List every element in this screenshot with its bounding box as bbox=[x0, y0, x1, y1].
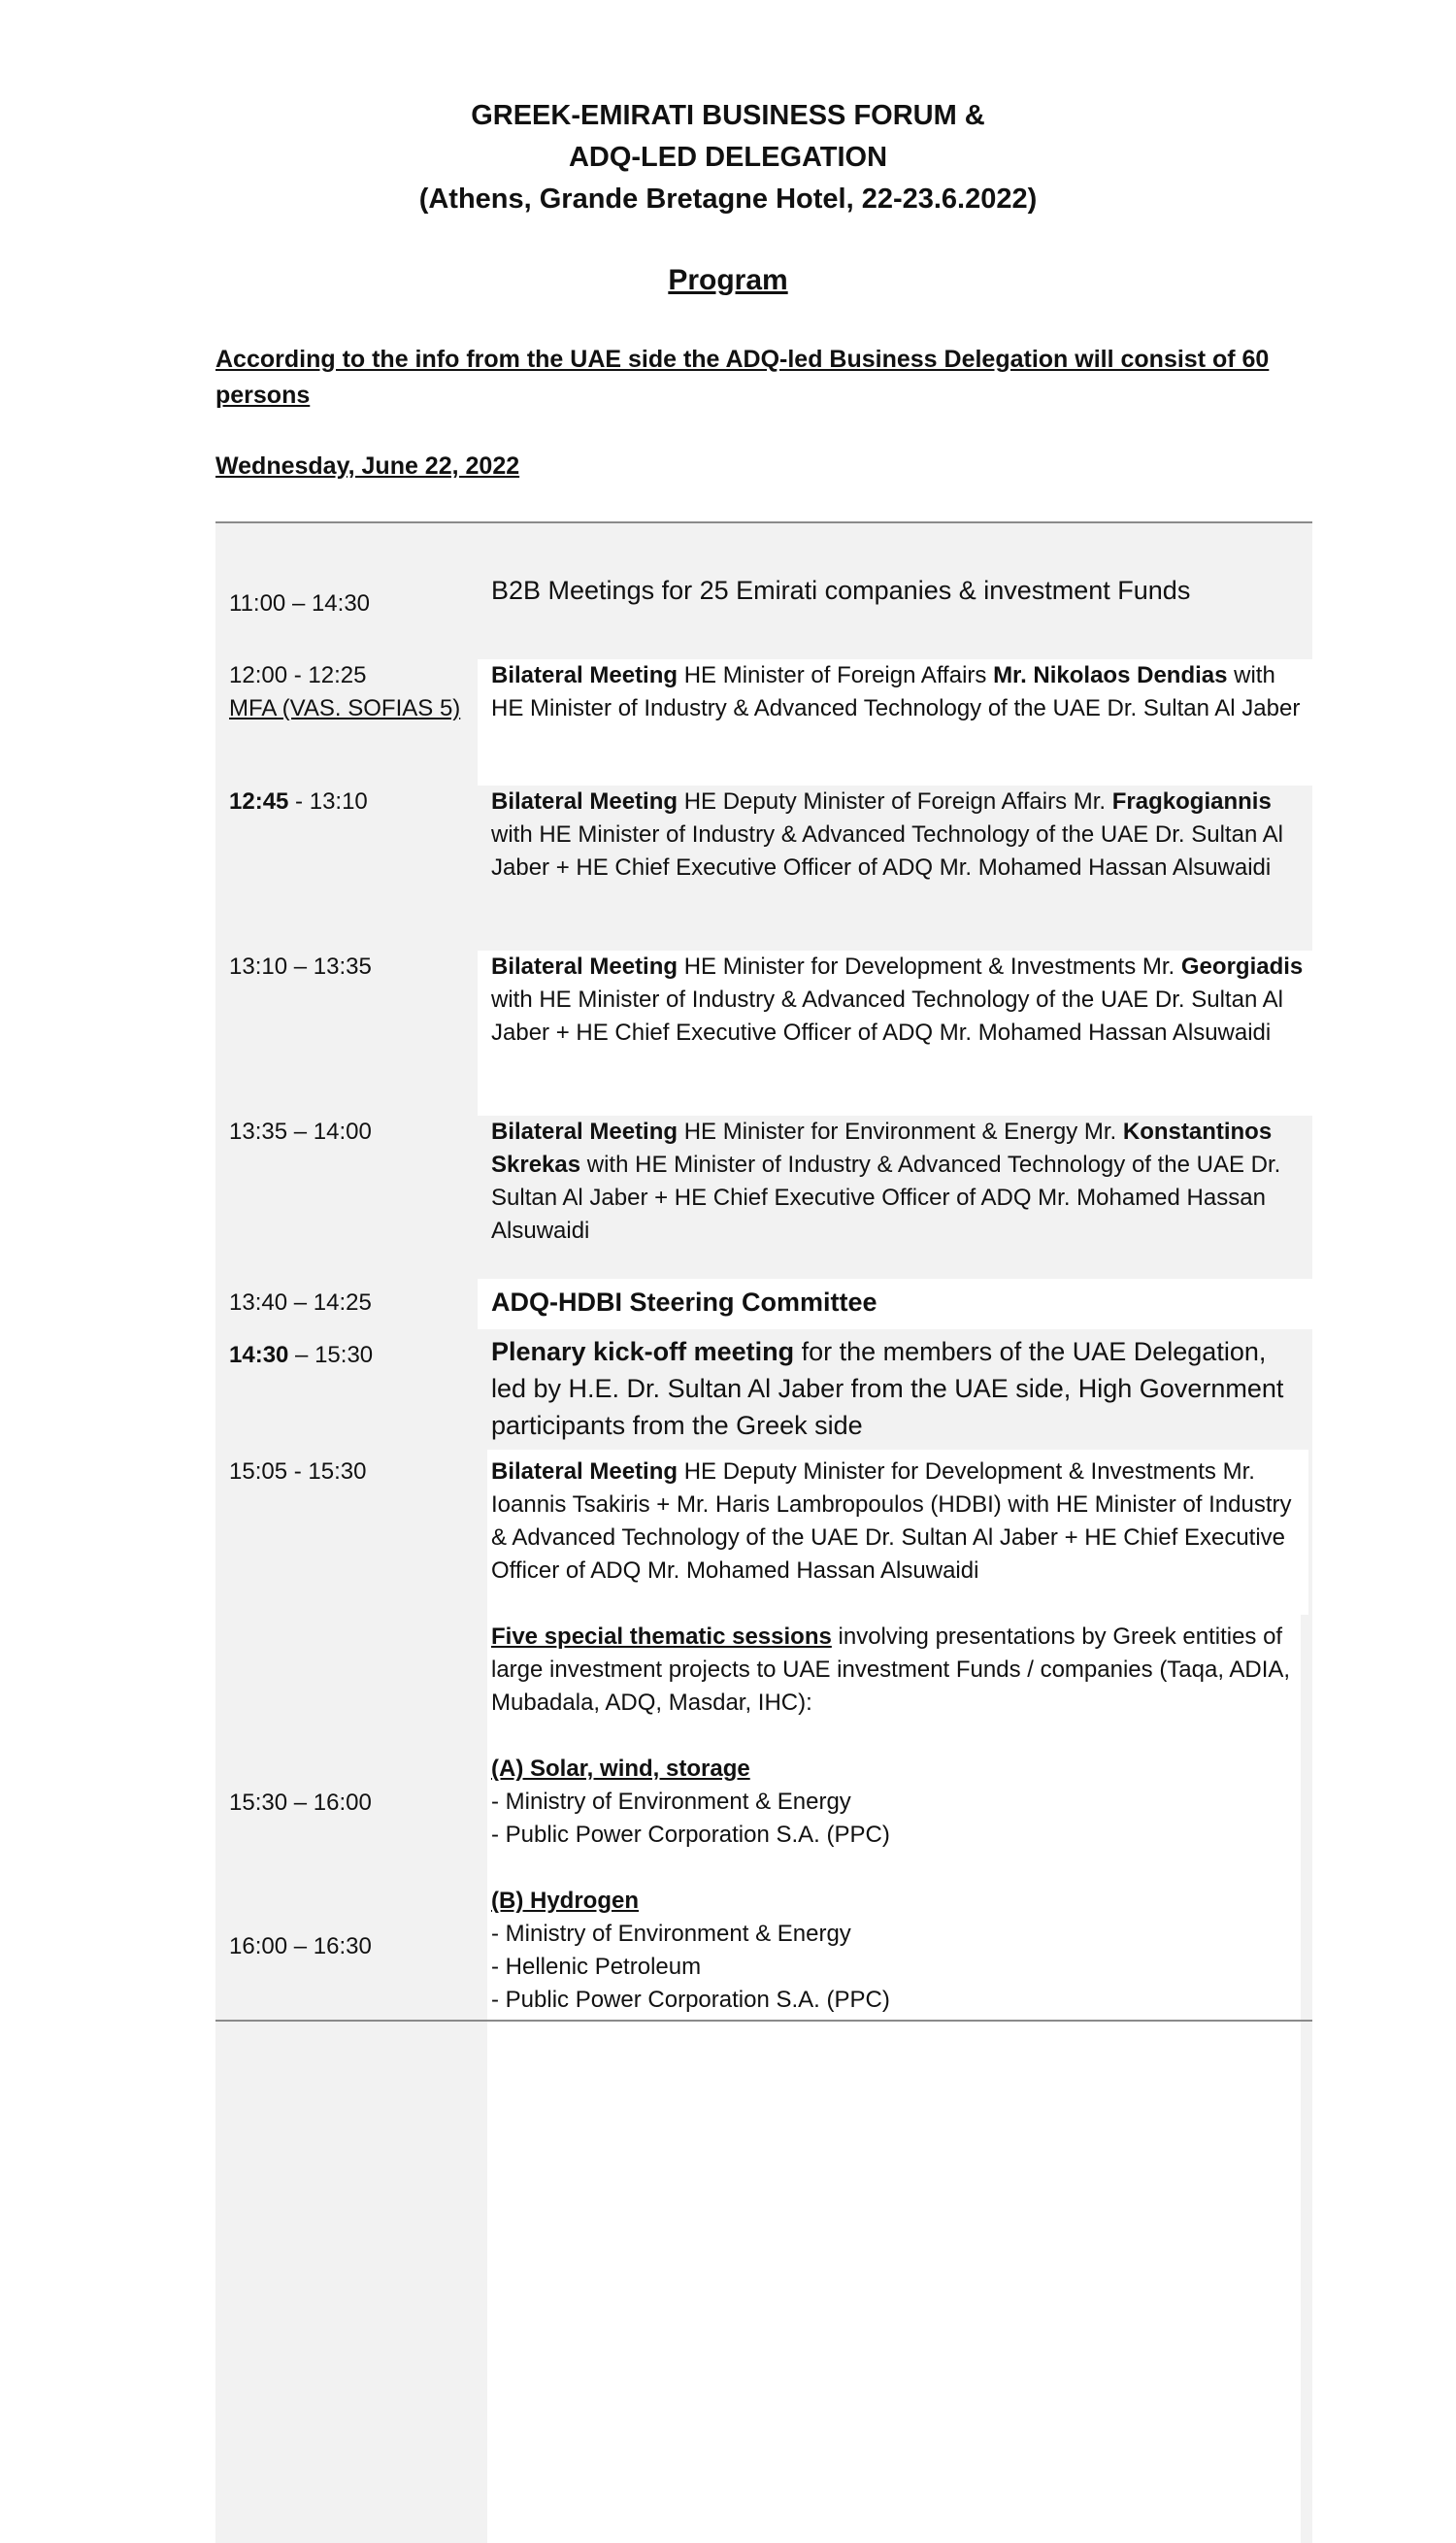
row-time: 16:00 – 16:30 bbox=[229, 1933, 372, 1959]
row-text-part: with HE Minister of Industry & Advanced Technology of the UAE Dr. Sultan Al Jaber + HE Chief Executive Officer of ADQ Mr. Mohamed Hassan Alsuwaidi bbox=[491, 821, 1283, 881]
meeting-type: Bilateral Meeting bbox=[491, 954, 678, 980]
row-text-part: with HE Minister of Industry & Advanced Technology of the UAE Dr. Sultan Al Jaber + HE Chief Executive Officer of ADQ Mr. Mohamed Hassan Alsuwaidi bbox=[491, 1152, 1281, 1244]
meeting-type: Bilateral Meeting bbox=[491, 1458, 678, 1485]
table-row bbox=[215, 951, 1312, 1116]
table-row bbox=[215, 1450, 1312, 2543]
session-a bbox=[491, 1753, 1307, 1852]
table-row bbox=[215, 1329, 1312, 1450]
row-text bbox=[491, 786, 1307, 885]
program-heading: Program bbox=[668, 264, 788, 296]
row-time bbox=[229, 786, 368, 819]
table-row bbox=[215, 786, 1312, 951]
intro-note: According to the info from the UAE side the ADQ-led Business Delegation will consist of 60 persons bbox=[215, 346, 1270, 409]
row-text-part: HE Deputy Minister of Foreign Affairs Mr. bbox=[678, 788, 1112, 815]
schedule-table bbox=[215, 521, 1312, 2013]
row-location: MFA (VAS. SOFIAS 5) bbox=[229, 695, 461, 721]
row-text-part: for the members of the UAE Delegation, led by H.E. Dr. Sultan Al Jaber from the UAE side, High Government participants from the Greek side bbox=[491, 1337, 1284, 1440]
title-line-1: GREEK-EMIRATI BUSINESS FORUM & bbox=[471, 100, 985, 131]
row-time bbox=[229, 1339, 373, 1372]
row-text: ADQ-HDBI Steering Committee bbox=[491, 1288, 877, 1317]
row-text-part: HE Minister for Environment & Energy Mr. bbox=[678, 1119, 1123, 1145]
row-text bbox=[491, 1333, 1307, 1444]
list-item: - Public Power Corporation S.A. (PPC) bbox=[491, 1822, 890, 1848]
day-heading: Wednesday, June 22, 2022 bbox=[215, 452, 520, 480]
table-bottom-rule bbox=[215, 2020, 1312, 2022]
row-text-part: HE Minister of Foreign Affairs bbox=[678, 662, 994, 688]
row-time-rest: – 15:30 bbox=[288, 1342, 374, 1368]
sessions-title: Five special thematic sessions bbox=[491, 1623, 832, 1650]
row-text-part: HE Deputy Minister for Development & Investments Mr. Ioannis Tsakiris + Mr. Haris Lambropoulos (HDBI) with HE Minister of Industry & Advanced Technology of the UAE Dr. Sultan Al Jaber + HE Chief Executive Officer of ADQ Mr. Mohamed Hassan Alsuwaidi bbox=[491, 1458, 1292, 1584]
official-name: Mr. Nikolaos Dendias bbox=[993, 662, 1228, 688]
session-a-title: (A) Solar, wind, storage bbox=[491, 1756, 750, 1782]
title-line-3: (Athens, Grande Bretagne Hotel, 22-23.6.2022) bbox=[418, 184, 1038, 215]
row-text: B2B Meetings for 25 Emirati companies & investment Funds bbox=[491, 576, 1191, 605]
list-item: - Ministry of Environment & Energy bbox=[491, 1921, 851, 1947]
sessions-intro bbox=[491, 1621, 1307, 1720]
meeting-type: Plenary kick-off meeting bbox=[491, 1337, 795, 1366]
official-name: Fragkogiannis bbox=[1111, 788, 1272, 815]
list-item: - Ministry of Environment & Energy bbox=[491, 1789, 851, 1815]
list-item: - Public Power Corporation S.A. (PPC) bbox=[491, 1987, 890, 2013]
session-b bbox=[491, 1885, 1307, 2017]
table-row bbox=[215, 523, 1312, 659]
row-time-bold: 12:45 bbox=[229, 788, 289, 815]
row-text-part: with HE Minister of Industry & Advanced Technology of the UAE Dr. Sultan Al Jaber + HE Chief Executive Officer of ADQ Mr. Mohamed Hassan Alsuwaidi bbox=[491, 987, 1283, 1046]
meeting-type: Bilateral Meeting bbox=[491, 1119, 678, 1145]
row-time: 15:30 – 16:00 bbox=[229, 1790, 372, 1816]
session-b-title: (B) Hydrogen bbox=[491, 1888, 639, 1914]
table-row bbox=[215, 1116, 1312, 1279]
official-name: Georgiadis bbox=[1180, 954, 1304, 980]
table-row bbox=[215, 659, 1312, 786]
row-text-part: involving presentations by Greek entities of large investment projects to UAE investment Funds / companies (Taqa, ADIA, Mubadala, ADQ, Masdar, IHC): bbox=[491, 1623, 1291, 1716]
row-time: 13:35 – 14:00 bbox=[229, 1119, 372, 1145]
meeting-type: Bilateral Meeting bbox=[491, 788, 678, 815]
row-text-part: with HE Minister of Industry & Advanced Technology of the UAE Dr. Sultan Al Jaber bbox=[491, 662, 1301, 721]
row-time: 15:05 - 15:30 bbox=[229, 1458, 367, 1485]
row-time: 13:10 – 13:35 bbox=[229, 954, 372, 980]
row-text bbox=[491, 1116, 1307, 1248]
row-text bbox=[491, 659, 1307, 725]
row-text bbox=[491, 1456, 1307, 1588]
list-item: - Hellenic Petroleum bbox=[491, 1954, 702, 1980]
official-name: Konstantinos Skrekas bbox=[491, 1119, 1273, 1178]
row-text-part: HE Minister for Development & Investments Mr. bbox=[678, 954, 1181, 980]
row-time-bold: 14:30 bbox=[229, 1342, 289, 1368]
row-time: 13:40 – 14:25 bbox=[229, 1289, 372, 1316]
row-time: 12:00 - 12:25 bbox=[229, 662, 367, 688]
table-row bbox=[215, 1279, 1312, 1329]
title-line-2: ADQ-LED DELEGATION bbox=[568, 142, 888, 173]
row-time: 11:00 – 14:30 bbox=[229, 590, 371, 617]
meeting-type: Bilateral Meeting bbox=[491, 662, 678, 688]
row-time-cell bbox=[215, 659, 478, 786]
row-time-rest: - 13:10 bbox=[288, 788, 368, 815]
row-text bbox=[491, 951, 1307, 1050]
